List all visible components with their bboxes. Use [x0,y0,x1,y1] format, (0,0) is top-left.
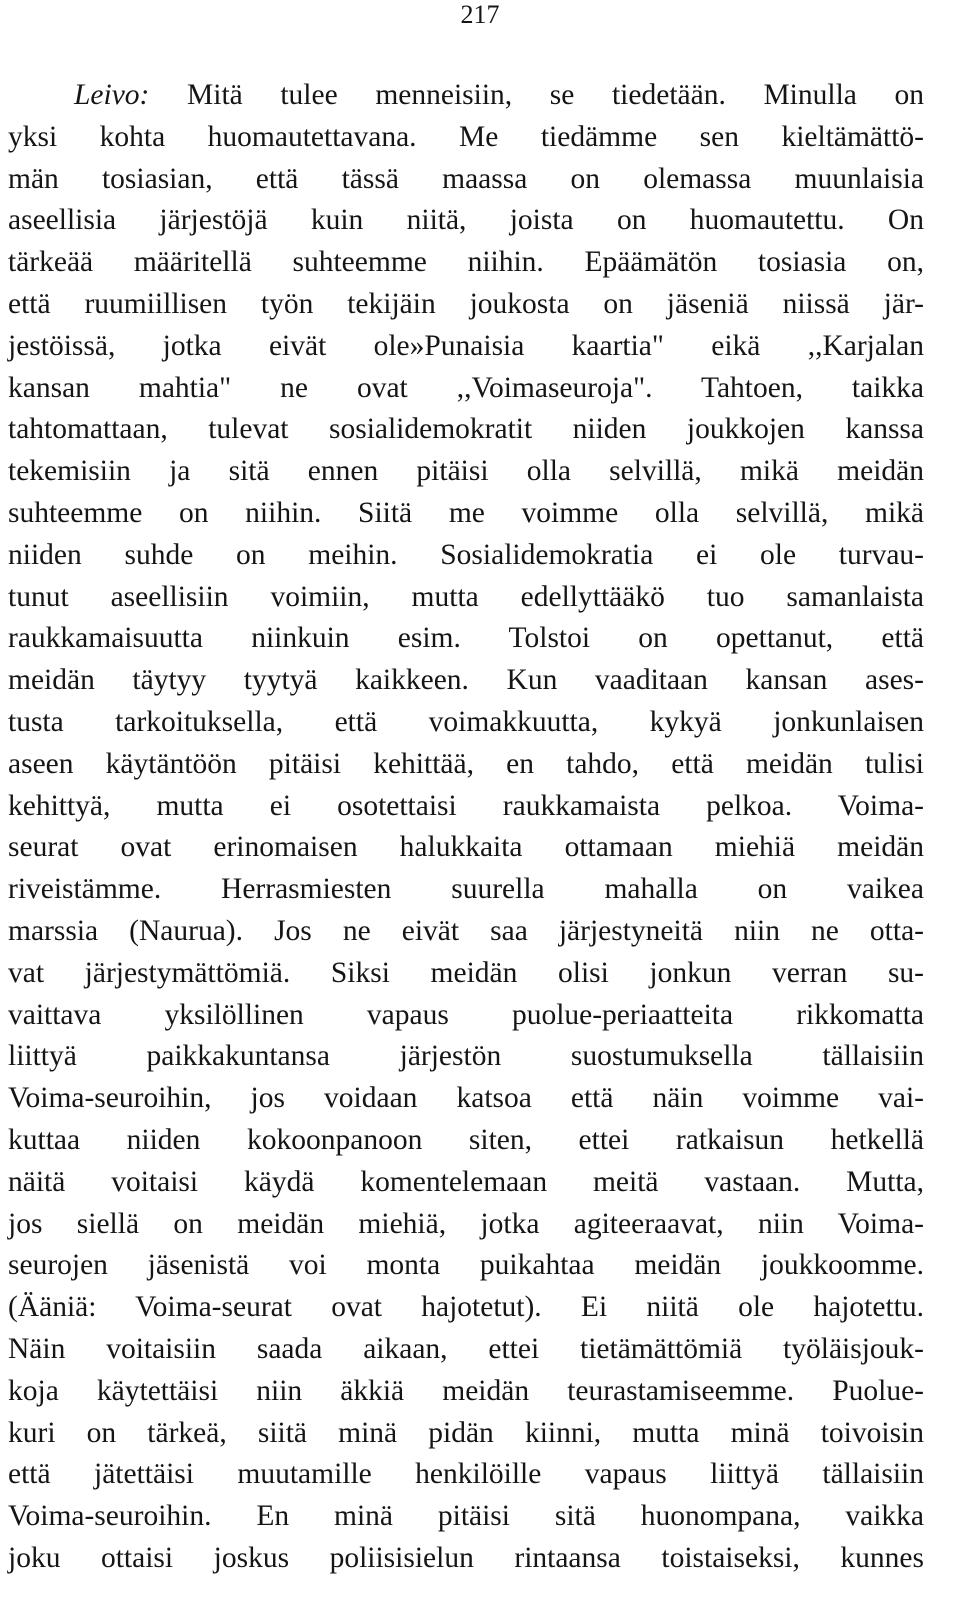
text-line: marssia (Naurua). Jos ne eivät saa järjestyneitä niin ne otta- [8,914,924,947]
text-line: seurat ovat erinomaisen halukkaita ottamaan miehiä meidän [8,831,924,864]
text-line: Näin voitaisiin saada aikaan, ettei tietämättömiä työläisjouk- [8,1332,924,1365]
text-line: seurojen jäsenistä voi monta puikahtaa meidän joukkoomme. [8,1249,924,1282]
text-line: aseen käytäntöön pitäisi kehittää, en tahdo, että meidän tulisi [8,747,924,780]
text-line: liittyä paikkakuntansa järjestön suostumuksella tällaisiin [8,1040,924,1073]
text-line: riveistämme. Herrasmiesten suurella mahalla on vaikea [8,873,924,906]
text-line: (Ääniä: Voima-seurat ovat hajotetut). Ei niitä ole hajotettu. [8,1291,924,1324]
text-line: tahtomattaan, tulevat sosialidemokratit niiden joukkojen kanssa [8,413,924,446]
page-number: 217 [460,0,500,29]
text-line: niiden suhde on meihin. Sosialidemokratia ei ole turvau- [8,538,924,571]
text-line: joku ottaisi joskus poliisisielun rintaansa toistaiseksi, kunnes [8,1541,924,1574]
text-line: vat järjestymättömiä. Siksi meidän olisi jonkun verran su- [8,956,924,989]
text-line: meidän täytyy tyytyä kaikkeen. Kun vaaditaan kansan ases- [8,664,924,697]
text-line: kuri on tärkeä, siitä minä pidän kiinni, mutta minä toivoisin [8,1416,924,1449]
text-line: yksi kohta huomautettavana. Me tiedämme sen kieltämättö- [8,120,924,153]
text-line: suhteemme on niihin. Siitä me voimme olla selvillä, mikä [8,496,924,529]
text-line: tunut aseellisiin voimiin, mutta edellyttääkö tuo samanlaista [8,580,924,613]
text-line: Leivo: Mitä tulee menneisiin, se tiedetään. Minulla on [74,79,924,111]
text-line: vaittava yksilöllinen vapaus puolue-periaatteita rikkomatta [8,998,924,1031]
text-line: män tosiasian, että tässä maassa on olemassa muunlaisia [8,162,924,195]
text-line: tärkeää määritellä suhteemme niihin. Epäämätön tosiasia on, [8,246,924,279]
text-line: että jätettäisi muutamille henkilöille vapaus liittyä tällaisiin [8,1458,924,1491]
text-line: kuttaa niiden kokoonpanoon siten, ettei ratkaisun hetkellä [8,1123,924,1156]
text-line: koja käytettäisi niin äkkiä meidän teurastamiseemme. Puolue- [8,1374,924,1407]
text-line: jos siellä on meidän miehiä, jotka agiteeraavat, niin Voima- [8,1207,924,1240]
text-line: näitä voitaisi käydä komentelemaan meitä vastaan. Mutta, [8,1165,924,1198]
text-line: jestöissä, jotka eivät ole»Punaisia kaartia" eikä ,,Karjalan [8,329,924,362]
text-line: aseellisia järjestöjä kuin niitä, joista on huomautettu. On [8,204,924,237]
text-line: Voima-seuroihin, jos voidaan katsoa että näin voimme vai- [8,1082,924,1115]
body-paragraph [8,75,924,1580]
text-line: Voima-seuroihin. En minä pitäisi sitä huonompana, vaikka [8,1500,924,1533]
text-line: tusta tarkoituksella, että voimakkuutta, kykyä jonkunlaisen [8,705,924,738]
speaker-name: Leivo: [74,79,150,111]
text-line: kansan mahtia" ne ovat ,,Voimaseuroja". Tahtoen, taikka [8,371,924,404]
text-line: kehittyä, mutta ei osotettaisi raukkamaista pelkoa. Voima- [8,789,924,822]
text-line: tekemisiin ja sitä ennen pitäisi olla selvillä, mikä meidän [8,455,924,488]
text-line: että ruumiillisen työn tekijäin joukosta on jäseniä niissä jär- [8,287,924,320]
text-line: raukkamaisuutta niinkuin esim. Tolstoi on opettanut, että [8,622,924,655]
